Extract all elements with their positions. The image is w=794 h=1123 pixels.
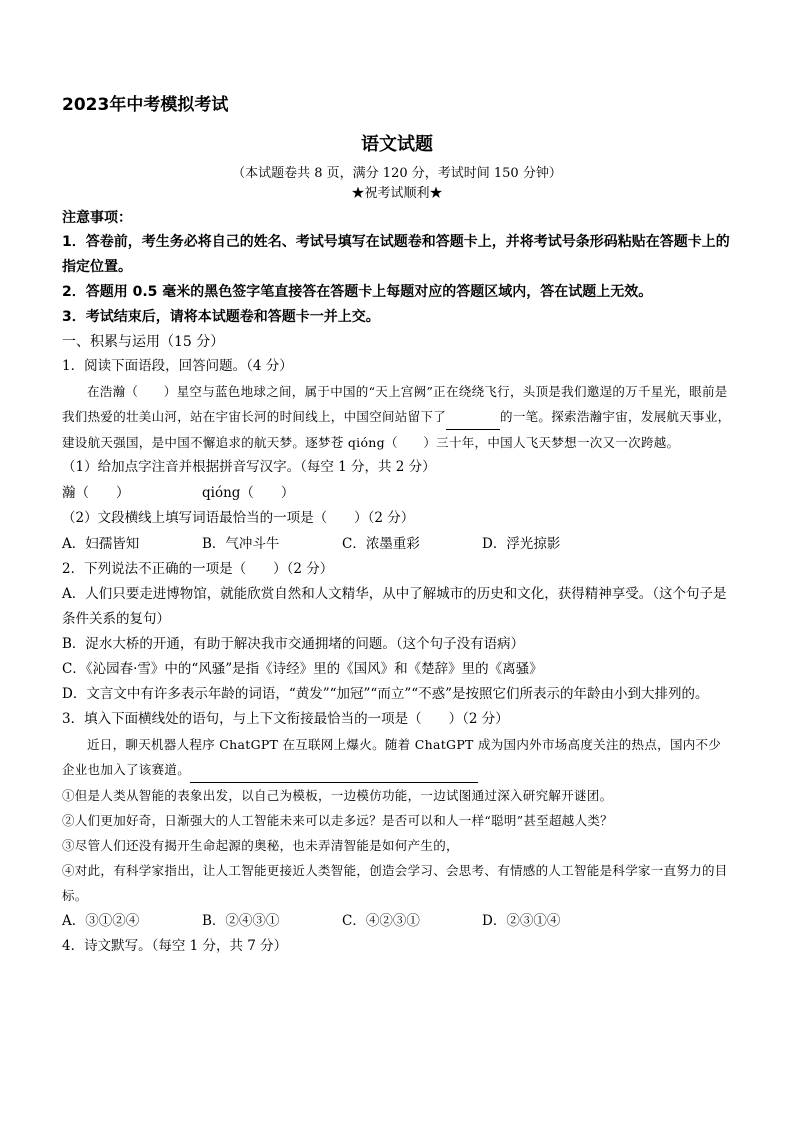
q3-option-b: B．②④③① [202,913,280,929]
q3-sentence-4: ④对此，有科学家指出，让人工智能更接近人类智能，创造会学习、会思考、有情感的人工智能是科学家一直努力的目标。 [62,863,728,903]
q3-option-c: C．④②③① [342,913,420,929]
notes-title: 注意事项： [62,210,132,226]
exam-page [62,92,732,959]
q2-stem: 2．下列说法不正确的一项是（ ）（2 分） [62,561,334,577]
q2-option-c: C．《沁园春·雪》中的“风骚”是指《诗经》里的《国风》和《楚辞》里的《离骚》 [62,661,543,677]
q1-option-d: D．浮光掠影 [482,536,561,552]
q2-option-d: D．文言文中有许多表示年龄的词语，“黄发”“加冠”“而立”“不惑”是按照它们所表示的年龄由小到大排列的。 [62,686,709,702]
q3-passage [62,732,732,783]
note-item-3: 3．考试结束后，请将本试题卷和答题卡一并上交。 [62,309,380,325]
exam-top-title: 2023年中考模拟考试 [62,95,229,115]
q1-passage-part-a: 在浩瀚（ ）星空与蓝色地球之间，属于中国的“天上宫阙”正在绕绕飞行，头顶是我们邀逞的万千星光，眼前是我们热爱的壮美山河，站在宇宙长河的时间线上，中国空间站留下了 [62,384,728,424]
q2-option-a: A．人们只要走进博物馆，就能欣赏自然和人文精华，从中了解城市的历史和文化，获得精神享受。（这个句子是条件关系的复句） [62,586,727,627]
q3-fill-blank [190,757,478,783]
q3-option-a: A．③①②④ [62,913,140,929]
exam-main-title: 语文试题 [361,134,433,155]
q1-stem: 1．阅读下面语段，回答问题。（4 分） [62,358,293,374]
q2-option-b: B．浞水大桥的开通，有助于解决我市交通拥堵的问题。（这个句子没有语病） [62,636,525,652]
q1-options [62,531,732,557]
q4-stem: 4．诗文默写。（每空 1 分，共 7 分） [62,938,288,954]
note-item-2: 2．答题用 0.5 毫米的黑色签字笔直接答在答题卡上每题对应的答题区域内，答在试题上无效。 [62,284,653,300]
q3-stem: 3．填入下面横线处的语句，与上下文衔接最恰当的一项是（ ）（2 分） [62,711,509,727]
q1-option-a: A．妇孺皆知 [62,536,140,552]
q3-sentence-3: ③尽管人们还没有揭开生命起源的奥秘，也未弄清智能是如何产生的， [62,838,459,853]
q1-option-c: C．浓墨重彩 [342,536,420,552]
q3-options [62,908,732,934]
q1-pinyin-a: 瀚（ ） [62,485,130,501]
q1-sub1: （1）给加点字注音并根据拼音写汉字。（每空 1 分，共 2 分） [62,459,436,475]
note-item-1: 1．答卷前，考生务必将自己的姓名、考试号填写在试题卷和答题卡上，并将考试号条形码粘贴在答题卡上的指定位置。 [62,234,730,275]
exam-subtitle: （本试题卷共 8 页，满分 120 分，考试时间 150 分钟） [232,166,562,181]
q3-passage-text: 近日，聊天机器人程序 ChatGPT 在互联网上爆火。随着 ChatGPT 成为国内外市场高度关注的热点，国内不少企业也加入了该赛道。 [62,737,722,777]
q3-sentence-2: ②人们更加好奇，日渐强大的人工智能未来可以走多远？是否可以和人一样“聪明”甚至超越人类？ [62,813,613,828]
q1-passage-part-b: 的一笔。探索浩瀚宇宙，发展航天事业，建设航天强国，是中国不懈追求的航天梦。逐梦苍 qióng（ ）三十年，中国人飞天梦想一次又一次跨越。 [62,409,731,450]
section-1-title: 一、积累与运用（15 分） [62,334,225,350]
q1-pinyin-row [62,480,732,506]
q1-pinyin-b: qióng（ ） [202,485,295,501]
q3-sentence-1: ①但是人类从智能的表象出发，以自己为模板，一边模仿功能，一边试图通过深入研究解开谜团。 [62,788,613,803]
q1-sub2: （2）文段横线上填写词语最恰当的一项是（ ）（2 分） [62,510,415,526]
q1-option-b: B．气冲斗牛 [202,536,280,552]
q1-fill-blank [446,404,500,430]
q1-passage [62,379,732,455]
exam-wish: ★祝考试顺利★ [351,186,443,201]
q3-option-d: D．②③①④ [482,913,561,929]
